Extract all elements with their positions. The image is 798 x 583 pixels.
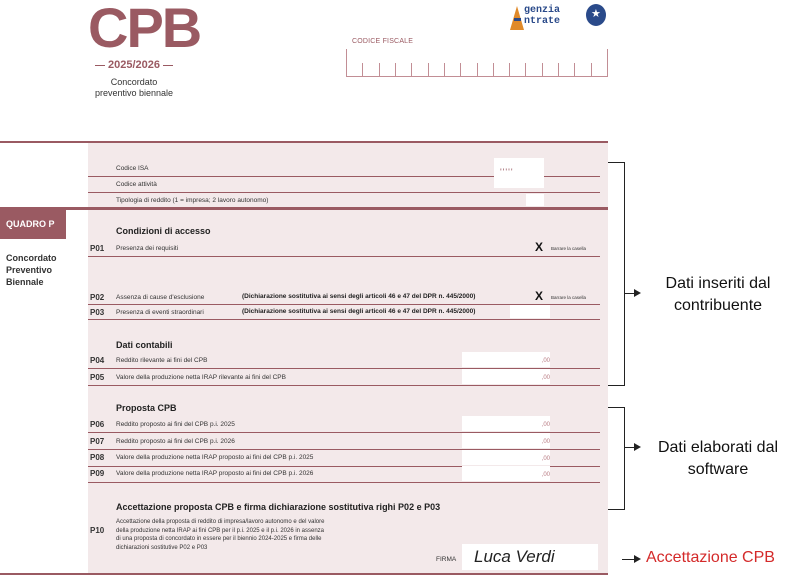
- p05-code: P05: [90, 373, 105, 382]
- row-rule: [88, 192, 600, 193]
- row-rule: [88, 385, 600, 386]
- subtitle-line-1: Concordato: [110, 77, 158, 87]
- dati-contabili-heading: Dati contabili: [116, 340, 173, 350]
- p06-code: P06: [90, 420, 105, 429]
- p02-note: (Dichiarazione sostitutiva ai sensi degli articoli 46 e 47 del DPR n. 445/2000): [242, 293, 476, 300]
- p03-code: P03: [90, 308, 105, 317]
- codice-fiscale-label: CODICE FISCALE: [352, 38, 414, 45]
- tipologia-reddito-field[interactable]: [526, 194, 544, 206]
- row-rule: [88, 319, 600, 320]
- p04-code: P04: [90, 356, 105, 365]
- p08-code: P08: [90, 453, 105, 462]
- p08-decimals: ,00: [541, 456, 550, 462]
- p07-code: P07: [90, 437, 105, 446]
- subtitle: [84, 77, 184, 99]
- p10-text-line-3: di una proposta di concordato in essere per il biennio 2024-2025 e firma delle: [116, 536, 322, 542]
- p07-label: Reddito proposto ai fini del CPB p.i. 2026: [116, 438, 235, 445]
- software-annotation-line-2: software: [687, 461, 749, 478]
- inserted-data-annotation: [648, 273, 788, 317]
- codice-isa-field[interactable]: ''''': [494, 158, 544, 188]
- quadro-rule: [0, 238, 66, 239]
- cpb-brand-title: CPB: [88, 0, 201, 59]
- p07-decimals: ,00: [541, 439, 550, 445]
- p03-label: Presenza di eventi straordinari: [116, 309, 204, 316]
- signature-field[interactable]: [462, 544, 598, 570]
- p01-code: P01: [90, 244, 105, 253]
- logo-line-2: ntrate: [524, 16, 561, 27]
- p02-checkbox[interactable]: X: [535, 289, 544, 303]
- condizioni-heading: Condizioni di accesso: [116, 226, 211, 236]
- quadro-tab: QUADRO P: [0, 210, 66, 238]
- quadro-subtitle-line-1: Concordato: [6, 253, 57, 263]
- software-data-annotation: [648, 437, 788, 481]
- p09-label: Valore della produzione netta IRAP proposto ai fini del CPB p.i. 2026: [116, 470, 314, 477]
- p03-note: (Dichiarazione sostitutiva ai sensi degli articoli 46 e 47 del DPR n. 445/2000): [242, 308, 476, 315]
- logo-line-1: genzia: [524, 5, 561, 16]
- proposta-heading: Proposta CPB: [116, 403, 177, 413]
- section-divider: [0, 207, 608, 210]
- p02-code: P02: [90, 293, 105, 302]
- p06-label: Reddito proposto ai fini del CPB p.i. 2025: [116, 421, 235, 428]
- p10-text-line-1: Accettazione della proposta di reddito di impresa/lavoro autonomo e del valore: [116, 519, 325, 525]
- codice-fiscale-field[interactable]: [346, 49, 608, 77]
- p05-decimals: ,00: [541, 375, 550, 381]
- p01-label: Presenza dei requisiti: [116, 245, 179, 252]
- p05-label: Valore della produzione netta IRAP rilevante ai fini del CPB: [116, 374, 286, 381]
- p04-label: Reddito rilevante ai fini del CPB: [116, 357, 208, 364]
- row-rule: [88, 256, 600, 257]
- signature-text: Luca Verdi: [474, 547, 555, 566]
- row-rule: [88, 482, 600, 483]
- inserted-annotation-line-2: contribuente: [673, 297, 763, 314]
- acceptance-arrow-icon: [634, 555, 641, 563]
- year-label: 2025/2026: [86, 59, 182, 71]
- p10-code: P10: [90, 526, 105, 535]
- codice-isa-label: Codice ISA: [116, 165, 149, 172]
- inserted-arrow-icon: [634, 289, 641, 297]
- p10-text-line-4: dichiarazioni sostitutive P02 e P03: [116, 544, 208, 551]
- quadro-subtitle: [6, 252, 76, 288]
- republic-emblem-icon: [586, 4, 606, 26]
- quadro-subtitle-line-3: Biennale: [6, 277, 44, 287]
- agenzia-entrate-logo: [508, 2, 588, 32]
- software-annotation-line-1: Dati elaborati dal: [657, 439, 779, 456]
- accettazione-heading: Accettazione proposta CPB e firma dichiarazione sostitutiva righi P02 e P03: [116, 502, 441, 512]
- p09-decimals: ,00: [541, 472, 550, 478]
- firma-label: FIRMA: [436, 556, 457, 563]
- p01-checkbox[interactable]: X: [535, 240, 544, 254]
- p04-decimals: ,00: [541, 358, 550, 364]
- inserted-data-bracket: [608, 162, 625, 386]
- p01-barrare-hint: Barrare la casella: [551, 246, 587, 251]
- p06-decimals: ,00: [541, 422, 550, 428]
- software-arrow-icon: [634, 443, 641, 451]
- quadro-subtitle-line-2: Preventivo: [6, 265, 53, 275]
- acceptance-annotation: Accettazione CPB: [646, 549, 775, 566]
- p09-code: P09: [90, 469, 105, 478]
- p08-label: Valore della produzione netta IRAP proposto ai fini del CPB p.i. 2025: [116, 454, 314, 461]
- tipologia-reddito-label: Tipologia di reddito (1 = impresa; 2 lavoro autonomo): [116, 197, 269, 204]
- software-data-bracket: [608, 407, 625, 510]
- codice-attivita-label: Codice attività: [116, 181, 157, 188]
- inserted-annotation-line-1: Dati inseriti dal: [665, 275, 771, 292]
- p10-text-line-2: della produzione netta IRAP ai fini CPB per il p.i. 2025 e il p.i. 2026 in assenza: [116, 527, 325, 534]
- p03-field[interactable]: [510, 305, 550, 318]
- p10-text: [116, 518, 416, 552]
- form-top-rule: [0, 141, 608, 143]
- form-bottom-rule: [0, 573, 608, 575]
- p02-barrare-hint: Barrare la casella: [551, 295, 587, 300]
- p02-label: Assenza di cause d'esclusione: [116, 294, 205, 301]
- subtitle-line-2: preventivo biennale: [94, 88, 174, 98]
